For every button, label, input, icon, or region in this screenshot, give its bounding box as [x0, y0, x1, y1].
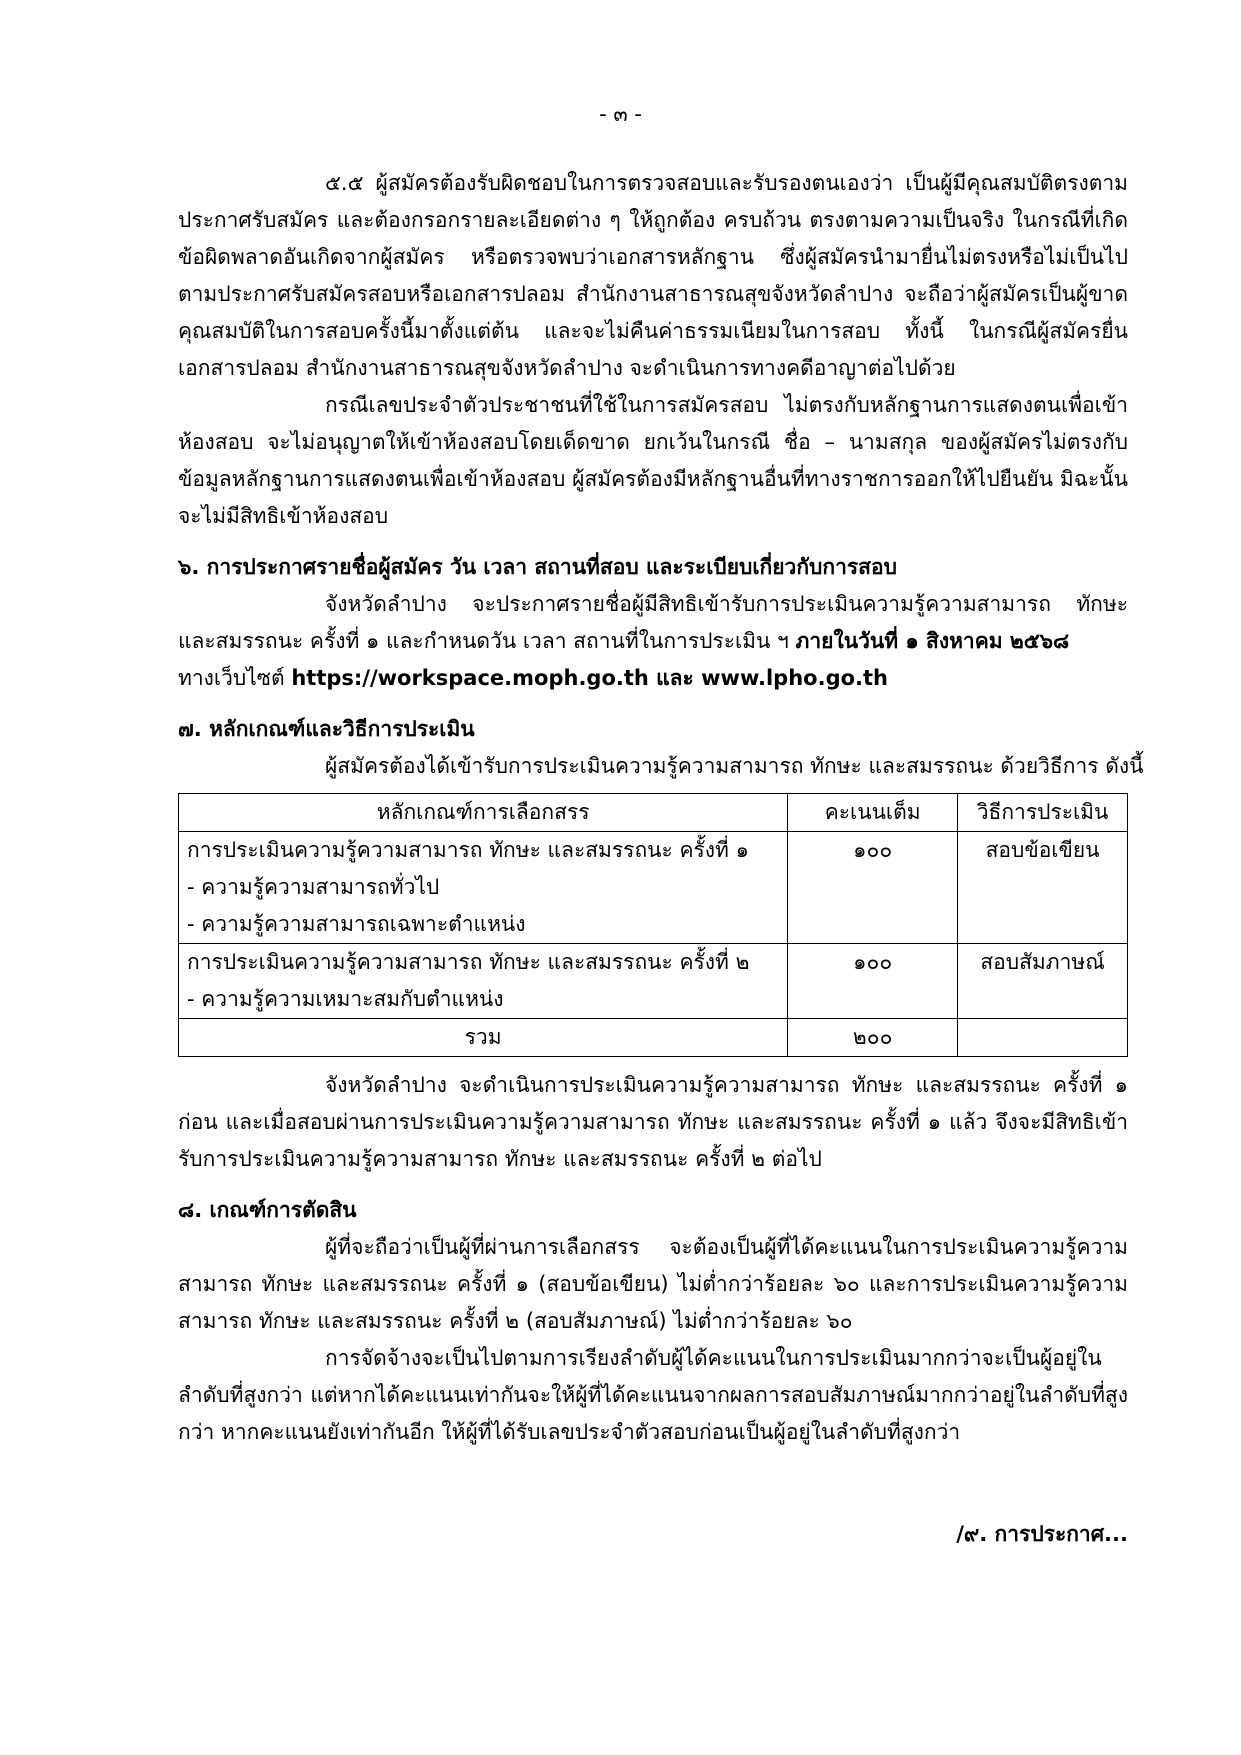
section6-website-label: ทางเว็บไซต์: [178, 666, 292, 690]
continuation-note: /๙. การประกาศ...: [956, 1522, 1128, 1546]
criteria-cell: [179, 832, 788, 944]
score-cell: ๑๐๐: [788, 944, 958, 1019]
section8-heading: ๘. เกณฑ์การตัดสิน: [178, 1198, 357, 1222]
criteria-line: - ความรู้ความสามารถทั่วไป: [187, 875, 440, 899]
table-header-row: [179, 794, 1128, 832]
criteria-line: การประเมินความรู้ความสามารถ ทักษะ และสมรรถนะ ครั้งที่ ๒: [187, 950, 750, 974]
table-row: [179, 944, 1128, 1019]
section6-date: ภายในวันที่ ๑ สิงหาคม ๒๕๖๘: [795, 629, 1070, 653]
total-score: ๒๐๐: [788, 1019, 958, 1057]
section6-paragraph: [178, 586, 1128, 697]
document-body: [178, 165, 1144, 1451]
section5-paragraph-2: กรณีเลขประจำตัวประชาชนที่ใช้ในการสมัครสอบ ไม่ตรงกับหลักฐานการแสดงตนเพื่อเข้าห้องสอบ จะไม่อนุญาตให้เข้าห้องสอบโดยเด็ดขาด ยกเว้นในกรณี ชื่อ – นามสกุล ของผู้สมัครไม่ตรงกับข้อมูลหลักฐานการแสดงตนเพื่อเข้าห้องสอบ ผู้สมัครต้องมีหลักฐานอื่นที่ทางราชการออกให้ไปยืนยัน มิฉะนั้นจะไม่มีสิทธิเข้าห้องสอบ: [178, 393, 1128, 528]
section8-paragraph-2: การจัดจ้างจะเป็นไปตามการเรียงลำดับผู้ได้คะแนนในการประเมินมากกว่าจะเป็นผู้อยู่ในลำดับที่สูงกว่า แต่หากได้คะแนนเท่ากันจะให้ผู้ที่ได้คะแนนจากผลการสอบสัมภาษณ์มากกว่าอยู่ในลำดับที่สูงกว่า หากคะแนนยังเท่ากันอีก ให้ผู้ที่ได้รับเลขประจำตัวสอบก่อนเป็นผู้อยู่ในลำดับที่สูงกว่า: [178, 1346, 1128, 1444]
page-number: - ๓ -: [599, 102, 642, 126]
criteria-cell: [179, 944, 788, 1019]
section5-paragraph-1: ๕.๕ ผู้สมัครต้องรับผิดชอบในการตรวจสอบและรับรองตนเองว่า เป็นผู้มีคุณสมบัติตรงตามประกาศรับสมัคร และต้องกรอกรายละเอียดต่าง ๆ ให้ถูกต้อง ครบถ้วน ตรงตามความเป็นจริง ในกรณีที่เกิดข้อผิดพลาดอันเกิดจากผู้สมัคร หรือตรวจพบว่าเอกสารหลักฐาน ซึ่งผู้สมัครนำมายื่นไม่ตรงหรือไม่เป็นไปตามประกาศรับสมัครสอบหรือเอกสารปลอม สำนักงานสาธารณสุขจังหวัดลำปาง จะถือว่าผู้สมัครเป็นผู้ขาดคุณสมบัติในการสอบครั้งนี้มาตั้งแต่ต้น และจะไม่คืนค่าธรรมเนียมในการสอบ ทั้งนี้ ในกรณีผู้สมัครยื่นเอกสารปลอม สำนักงานสาธารณสุขจังหวัดลำปาง จะดำเนินการทางคดีอาญาต่อไปด้วย: [178, 171, 1128, 380]
score-cell: ๑๐๐: [788, 832, 958, 944]
table-total-row: [179, 1019, 1128, 1057]
table-row: [179, 832, 1128, 944]
criteria-line: การประเมินความรู้ความสามารถ ทักษะ และสมรรถนะ ครั้งที่ ๑: [187, 838, 749, 862]
criteria-line: - ความรู้ความสามารถเฉพาะตำแหน่ง: [187, 912, 526, 936]
section6-text: จังหวัดลำปาง จะประกาศรายชื่อผู้มีสิทธิเข้ารับการประเมินความรู้ความสามารถ ทักษะ และสมรรถนะ ครั้งที่ ๑ และกำหนดวัน เวลา สถานที่ในการประเมิน ฯ: [178, 592, 1128, 653]
section6-heading: ๖. การประกาศรายชื่อผู้สมัคร วัน เวลา สถานที่สอบ และระเบียบเกี่ยวกับการสอบ: [178, 555, 897, 579]
header-method: วิธีการประเมิน: [958, 794, 1128, 832]
total-label: รวม: [179, 1019, 788, 1057]
total-method: [958, 1019, 1128, 1057]
criteria-line: - ความรู้ความเหมาะสมกับตำแหน่ง: [187, 987, 504, 1011]
header-score: คะเนนเต็ม: [788, 794, 958, 832]
method-cell: สอบสัมภาษณ์: [958, 944, 1128, 1019]
section8-paragraph-1: ผู้ที่จะถือว่าเป็นผู้ที่ผ่านการเลือกสรร จะต้องเป็นผู้ที่ได้คะแนนในการประเมินความรู้ความสามารถ ทักษะ และสมรรถนะ ครั้งที่ ๑ (สอบข้อเขียน) ไม่ต่ำกว่าร้อยละ ๖๐ และการประเมินความรู้ความสามารถ ทักษะ และสมรรถนะ ครั้งที่ ๒ (สอบสัมภาษณ์) ไม่ต่ำกว่าร้อยละ ๖๐: [178, 1235, 1128, 1333]
criteria-table: [178, 793, 1128, 1057]
section7-after-paragraph: จังหวัดลำปาง จะดำเนินการประเมินความรู้ความสามารถ ทักษะ และสมรรถนะ ครั้งที่ ๑ ก่อน และเมื่อสอบผ่านการประเมินความรู้ความสามารถ ทักษะ และสมรรถนะ ครั้งที่ ๑ แล้ว จึงจะมีสิทธิเข้ารับการประเมินความรู้ความสามารถ ทักษะ และสมรรถนะ ครั้งที่ ๒ ต่อไป: [178, 1073, 1128, 1171]
section7-heading: ๗. หลักเกณฑ์และวิธีการประเมิน: [178, 717, 475, 741]
method-cell: สอบข้อเขียน: [958, 832, 1128, 944]
section7-intro: ผู้สมัครต้องได้เข้ารับการประเมินความรู้ความสามารถ ทักษะ และสมรรถนะ ด้วยวิธีการ ดังนี้: [325, 754, 1144, 778]
section6-website-links: https://workspace.moph.go.th และ www.lpho.go.th: [291, 666, 888, 690]
header-criteria: หลักเกณฑ์การเลือกสรร: [179, 794, 788, 832]
